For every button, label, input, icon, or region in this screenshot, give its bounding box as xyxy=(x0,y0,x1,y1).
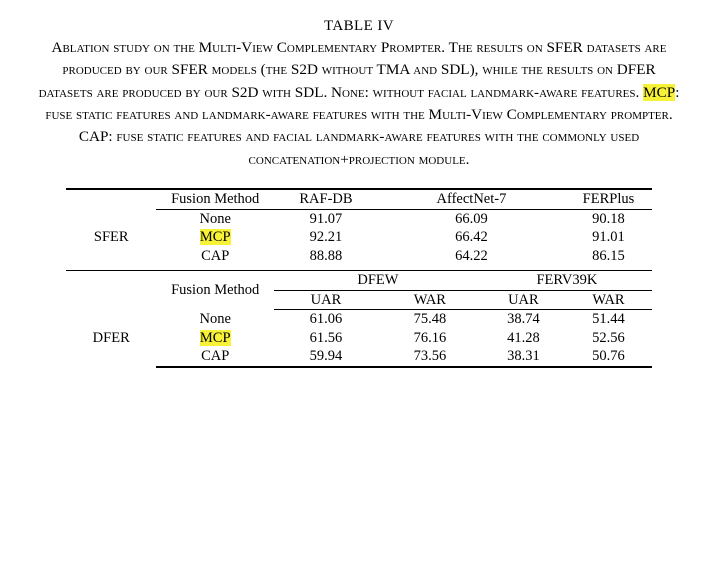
sfer-cap-rafdb: 88.88 xyxy=(309,247,343,264)
dfer-method-cap: CAP xyxy=(156,347,274,367)
dfer-method-none: None xyxy=(199,311,231,328)
table-caption xyxy=(30,37,688,171)
dfer-header-dfew-war: WAR xyxy=(378,290,482,310)
dfer-mcp-dfew-uar: 61.56 xyxy=(309,329,343,346)
results-table-wrapper xyxy=(30,188,688,368)
dfer-group-header-row xyxy=(66,271,652,291)
sfer-method-cap: CAP xyxy=(201,247,230,264)
dfer-cap-ferv39k-uar: 38.31 xyxy=(482,347,565,367)
dfer-group-dfew: DFEW xyxy=(274,271,482,291)
table-row xyxy=(66,209,652,228)
corner-cell-3 xyxy=(66,290,156,310)
dfer-group-ferv39k: FERV39K xyxy=(482,271,652,291)
dfer-none-ferv39k-uar: 38.74 xyxy=(507,311,540,328)
dfer-method-mcp xyxy=(156,329,274,348)
sfer-method-mcp xyxy=(156,228,274,247)
results-table xyxy=(66,188,652,368)
dfer-cap-dfew-uar: 59.94 xyxy=(274,347,378,367)
sfer-header-affectnet7: AffectNet-7 xyxy=(378,189,565,209)
sfer-header-row xyxy=(66,189,652,209)
corner-cell xyxy=(66,189,156,209)
dfer-cap-dfew-war: 73.56 xyxy=(378,347,482,367)
dfer-mcp-dfew-war: 76.16 xyxy=(413,329,447,346)
dfer-none-ferv39k-war: 51.44 xyxy=(592,311,625,328)
sfer-none-ferplus: 90.18 xyxy=(592,210,625,227)
table-row xyxy=(66,310,652,329)
caption-part-2: : fuse static features and landmark-aware features with the Multi-View Complementary prompter. CAP: fuse static features and facial landmark-aware features with the commonly used concatenation+projection module. xyxy=(45,83,680,168)
sfer-cap-ferplus: 86.15 xyxy=(592,247,625,264)
sfer-cap-affectnet7: 64.22 xyxy=(455,247,488,264)
sfer-none-affectnet7: 66.09 xyxy=(455,210,488,227)
dfer-header-fusion-method: Fusion Method xyxy=(171,282,260,299)
sfer-method-none: None xyxy=(199,210,231,227)
sfer-mcp-affectnet7: 66.42 xyxy=(455,229,488,246)
sfer-method-mcp-label: MCP xyxy=(199,229,231,246)
dfer-cap-ferv39k-war: 50.76 xyxy=(565,347,652,367)
section-label-dfer: DFER xyxy=(92,330,130,347)
dfer-method-mcp-label: MCP xyxy=(199,329,231,346)
corner-cell-2 xyxy=(66,271,156,291)
dfer-header-dfew-uar: UAR xyxy=(274,290,378,310)
sfer-header-ferplus: FERPlus xyxy=(565,189,652,209)
dfer-subheader-row xyxy=(66,290,652,310)
caption-highlight-mcp: MCP xyxy=(643,83,676,101)
sfer-none-rafdb: 91.07 xyxy=(309,210,343,227)
dfer-header-ferv39k-uar: UAR xyxy=(482,290,565,310)
dfer-header-ferv39k-war: WAR xyxy=(565,290,652,310)
dfer-none-dfew-war: 75.48 xyxy=(413,311,447,328)
sfer-header-rafdb: RAF-DB xyxy=(274,189,378,209)
dfer-mcp-ferv39k-uar: 41.28 xyxy=(507,329,540,346)
sfer-mcp-ferplus: 91.01 xyxy=(592,229,625,246)
dfer-mcp-ferv39k-war: 52.56 xyxy=(592,329,625,346)
table-label: TABLE IV xyxy=(324,18,394,34)
caption-part-1: Ablation study on the Multi-View Complementary Prompter. The results on SFER datasets are produced by our SFER models (the S2D without TMA and SDL), while the results on DFER datasets are produced by our S2D with SDL. None: without facial landmark-aware features. xyxy=(38,39,667,101)
dfer-none-dfew-uar: 61.06 xyxy=(309,311,343,328)
sfer-mcp-rafdb: 92.21 xyxy=(309,229,343,246)
section-label-sfer: SFER xyxy=(93,228,129,245)
sfer-header-fusion-method: Fusion Method xyxy=(156,189,274,209)
